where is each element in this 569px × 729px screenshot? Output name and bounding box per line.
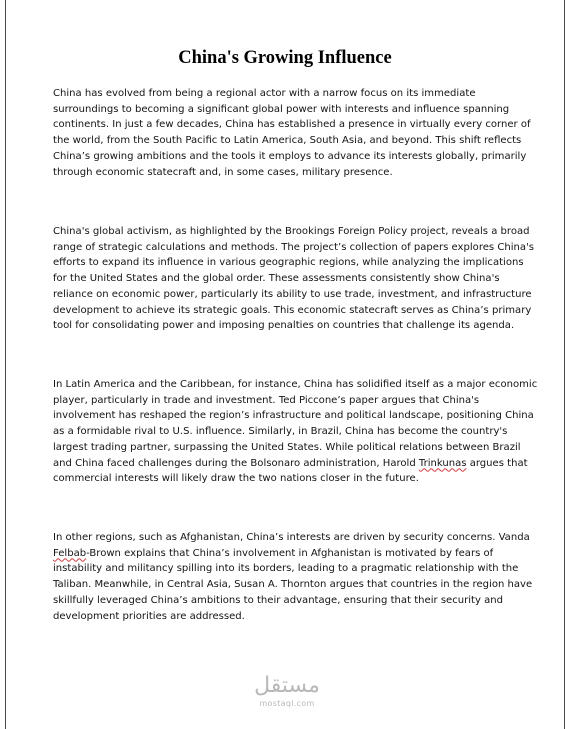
paragraph-line: as a formidable rival to U.S. influence. Similarly, in Brazil, China has become the country's [53,426,508,438]
paragraph-line: Taliban. Meanwhile, in Central Asia, Susan A. Thornton argues that countries in the region have [53,579,533,591]
paragraph-line: for the United States and the global order. These assessments consistently show China's [53,273,500,285]
paragraph-line: In Latin America and the Caribbean, for instance, China has solidified itself as a major economic [53,379,538,390]
spellcheck-flagged-word: Felbab [53,547,87,559]
paragraph-line: involvement has reshaped the region’s infrastructure and political landscape, positioning China [53,410,534,422]
paragraph-3 [53,377,538,487]
paragraph-line: and China faced challenges during the Bolsonaro administration, Harold Trinkunas argues that [53,457,528,469]
paragraph-line: player, particularly in trade and investment. Ted Piccone’s paper argues that China's [53,394,480,406]
document-title: China's Growing Influence [178,48,392,68]
paragraph-1 [53,86,531,180]
paragraph-line: range of strategic calculations and methods. The project’s collection of papers explores China's [53,241,535,253]
paragraph-line: skillfully leveraged China’s ambitions to their advantage, ensuring that their security and [53,594,504,606]
watermark-domain-text: mostaql.com [259,699,315,708]
paragraph-line: China has evolved from being a regional actor with a narrow focus on its immediate [53,88,476,99]
paragraph-line: development priorities are addressed. [53,610,245,622]
paragraph-line: instability and militancy spilling into its borders, leading to a pragmatic relationship with the [53,563,519,575]
spellcheck-flagged-word: Trinkunas [418,457,467,469]
paragraph-4 [53,530,533,624]
paragraph-line: commercial interests will likely draw the two nations closer in the future. [53,473,419,485]
paragraph-line: tool for consolidating power and imposing penalties on countries that challenge its agenda. [53,320,515,332]
paragraph-line: continents. In just a few decades, China has established a presence in virtually every corner of [53,119,531,131]
paragraph-line: development to achieve its strategic goals. This economic statecraft serves as China’s primary [53,304,532,316]
paragraph-line: efforts to expand its influence in various geographic regions, while analyzing the implications [53,257,524,269]
paragraph-2 [53,224,535,334]
paragraph-line: surroundings to becoming a significant global power with interests and influence spanning [53,103,510,115]
paragraph-line: China's global activism, as highlighted by the Brookings Foreign Policy project, reveals a broad [53,226,530,237]
paragraph-line: reliance on economic power, particularly its ability to use trade, investment, and infrastructure [53,288,532,300]
paragraph-line: through economic statecraft and, in some cases, military presence. [53,166,393,178]
paragraph-line: China’s growing ambitions and the tools it employs to advance its interests globally, primarily [53,150,527,162]
paragraph-line: Felbab-Brown explains that China’s involvement in Afghanistan is motivated by fears of [53,547,494,559]
paragraph-line: In other regions, such as Afghanistan, China’s interests are driven by security concerns. Vanda [53,532,530,543]
watermark-arabic-text: مستقل [254,673,320,698]
paragraph-line: the world, from the South Pacific to Latin America, South Asia, and beyond. This shift reflects [53,135,522,147]
paragraph-line: largest trading partner, surpassing the United States. While political relations between Brazil [53,441,521,453]
mostaql-watermark [242,673,332,709]
document-page [5,0,565,729]
